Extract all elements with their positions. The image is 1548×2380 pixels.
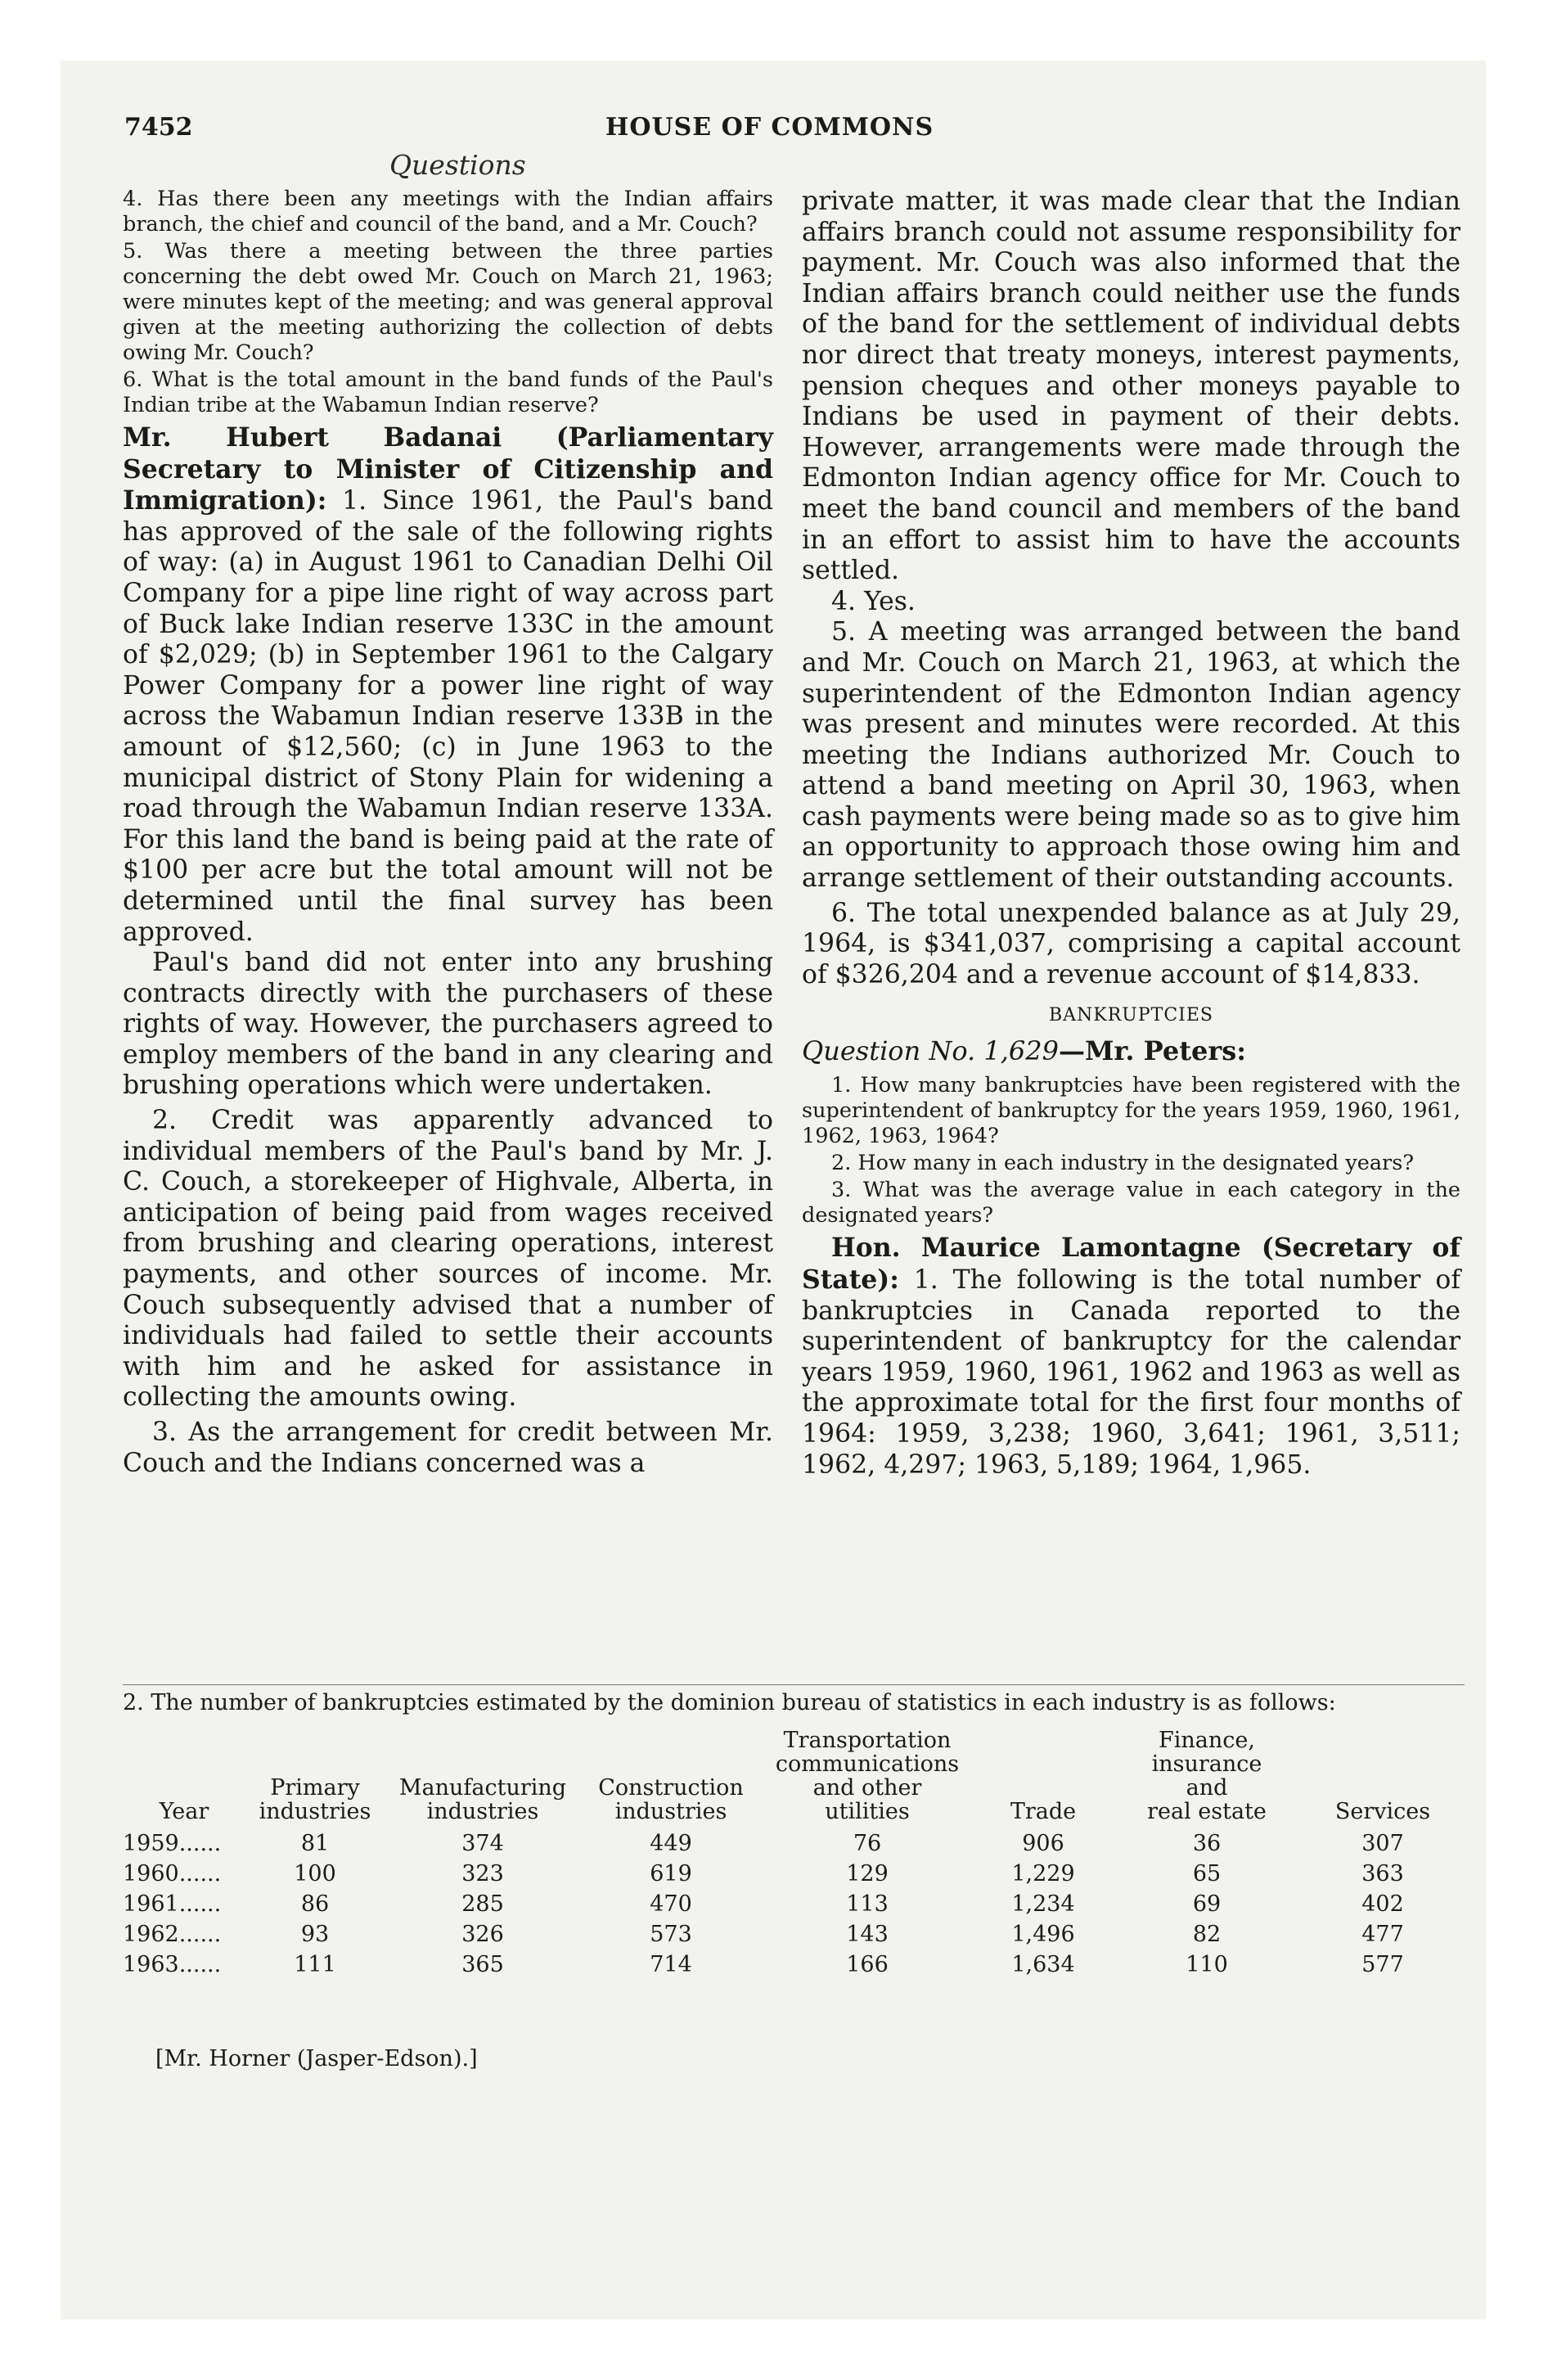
cell-finance: 69 xyxy=(1192,1891,1222,1917)
bankruptcy-question-2: 2. How many in each industry in the designated years? xyxy=(831,1151,1414,1176)
cell-primary: 86 xyxy=(300,1891,330,1917)
cell-finance: 110 xyxy=(1186,1952,1228,1977)
cell-services: 363 xyxy=(1361,1861,1404,1886)
footer-attribution: [Mr. Horner (Jasper-Edson).] xyxy=(155,2046,478,2071)
cell-services: 307 xyxy=(1361,1831,1404,1856)
answer-1-text: 1. Since 1961, the Paul's band has approved of the sale of the following rights of way: (a) in August 1961 to Canadian Delhi Oil Company for a pipe line right of way across part of Buck lake Indian reserve 133C in the amount of $2,029; (b) in September 1961 to the Calgary Power Company for a power line right of way across the Wabamun Indian reserve 133B in the amount of $12,560; (c) in June 1963 to the municipal district of Stony Plain for widening a road through the Wabamun Indian reserve 133A. For this land the band is being paid at the rate of $100 per acre but the total amount will not be determined until the final survey has been approved. xyxy=(123,486,773,947)
col-year: Year xyxy=(159,1799,209,1824)
table-body xyxy=(123,1828,1465,1980)
cell-finance: 82 xyxy=(1192,1922,1222,1947)
cell-trade: 1,496 xyxy=(1011,1922,1075,1947)
table-row xyxy=(123,1950,1465,1980)
answer-1-paragraph xyxy=(123,422,773,948)
cell-manufacturing: 374 xyxy=(461,1831,504,1856)
cell-services: 402 xyxy=(1361,1891,1404,1917)
col-trade: Trade xyxy=(1010,1799,1077,1824)
cell-construction: 714 xyxy=(650,1952,692,1977)
cell-construction: 449 xyxy=(650,1831,692,1856)
cell-trade: 1,229 xyxy=(1011,1861,1075,1886)
cell-construction: 470 xyxy=(650,1891,692,1917)
table-intro: 2. The number of bankruptcies estimated by the dominion bureau of statistics in each industry is as follows: xyxy=(123,1684,1465,1715)
cell-primary: 93 xyxy=(300,1922,330,1947)
question-heading xyxy=(802,1035,1460,1066)
cell-trade: 1,234 xyxy=(1011,1891,1075,1917)
running-head: Questions xyxy=(389,149,526,181)
question-6: 6. What is the total amount in the band funds of the Paul's Indian tribe at the Wabamun Indian reserve? xyxy=(123,367,773,417)
cell-finance: 36 xyxy=(1192,1831,1222,1856)
cell-transportation: 76 xyxy=(853,1831,882,1856)
left-column xyxy=(123,187,773,1479)
bankruptcy-question-1: 1. How many bankruptcies have been registered with the superintendent of bankruptcy for the years 1959, 1960, 1961, 1962, 1963, 1964? xyxy=(802,1073,1460,1149)
bankruptcy-answer-1 xyxy=(802,1233,1460,1481)
section-heading: BANKRUPTCIES xyxy=(1049,1005,1213,1026)
bankruptcy-table xyxy=(123,1724,1465,1980)
table-row xyxy=(123,1828,1465,1859)
brushing-paragraph: Paul's band did not enter into any brushing contracts directly with the purchasers of these rights of way. However, the purchasers agreed to employ members of the band in any clearing and brushing operations which were undertaken. xyxy=(123,948,773,1101)
answer-2: 2. Credit was apparently advanced to individual members of the Paul's band by Mr. J. C. Couch, a storekeeper of Highvale, Alberta, in anticipation of being paid from wages received from brushing and clearing operations, interest payments, and other sources of income. Mr. Couch subsequently advised that a number of individuals had failed to settle their accounts with him and he asked for assistance in collecting the amounts owing. xyxy=(123,1106,773,1413)
cell-year: 1959...... xyxy=(123,1831,222,1856)
col-transportation: Transportation communications and other utilities xyxy=(775,1728,960,1824)
cell-trade: 1,634 xyxy=(1011,1952,1075,1977)
cell-transportation: 113 xyxy=(846,1891,889,1917)
col-finance: Finance, insurance and real estate xyxy=(1147,1728,1267,1824)
cell-transportation: 166 xyxy=(846,1952,889,1977)
cell-trade: 906 xyxy=(1022,1831,1064,1856)
cell-year: 1960...... xyxy=(123,1861,222,1886)
question-5: 5. Was there a meeting between the three parties concerning the debt owed Mr. Couch on March 21, 1963; were minutes kept of the meeting; and was general approval given at the meeting authorizing the collection of debts owing Mr. Couch? xyxy=(123,239,773,365)
cell-year: 1962...... xyxy=(123,1922,222,1947)
answer-4: 4. Yes. xyxy=(831,586,916,616)
speaker-badanai: Mr. Hubert Badanai (Parliamentary Secretary to Minister of Citizenship and Immigration): xyxy=(123,422,773,516)
table-row xyxy=(123,1889,1465,1919)
cell-year: 1961...... xyxy=(123,1891,222,1917)
bankruptcy-answer-1-text: 1. The following is the total number of bankruptcies in Canada reported to the superintendent of bankruptcy for the calendar years 1959, 1960, 1961, 1962 and 1963 as well as the approximate total for the first four months of 1964: 1959, 3,238; 1960, 3,641; 1961, 3,511; 1962, 4,297; 1963, 5,189; 1964, 1,965. xyxy=(802,1265,1460,1480)
cell-services: 577 xyxy=(1361,1952,1404,1977)
bankruptcy-question-3: 3. What was the average value in each category in the designated years? xyxy=(802,1178,1460,1228)
cell-finance: 65 xyxy=(1192,1861,1222,1886)
question-asker: —Mr. Peters: xyxy=(1059,1035,1247,1067)
answer-5: 5. A meeting was arranged between the band and Mr. Couch on March 21, 1963, at which the superintendent of the Edmonton Indian agency was present and minutes were recorded. At this meeting the Indians authorized Mr. Couch to attend a band meeting on April 30, 1963, when cash payments were being made so as to give him an opportunity to approach those owing him and arrange settlement of their outstanding accounts. xyxy=(802,617,1460,894)
cell-manufacturing: 323 xyxy=(461,1861,504,1886)
col-construction: Construction industries xyxy=(598,1775,744,1824)
question-4: 4. Has there been any meetings with the Indian affairs branch, the chief and council of the band, and a Mr. Couch? xyxy=(123,187,773,237)
col-primary: Primary industries xyxy=(259,1775,371,1824)
cell-manufacturing: 285 xyxy=(461,1891,504,1917)
right-column xyxy=(802,187,1460,1481)
cell-transportation: 143 xyxy=(846,1922,889,1947)
page-title: HOUSE OF COMMONS xyxy=(605,113,934,142)
cell-manufacturing: 326 xyxy=(461,1922,504,1947)
cell-primary: 100 xyxy=(294,1861,336,1886)
cell-construction: 573 xyxy=(650,1922,692,1947)
col-manufacturing: Manufacturing industries xyxy=(398,1775,567,1824)
answer-3-start: 3. As the arrangement for credit between Mr. Couch and the Indians concerned was a xyxy=(123,1418,773,1478)
cell-transportation: 129 xyxy=(846,1861,889,1886)
col-services: Services xyxy=(1334,1799,1431,1824)
cell-primary: 81 xyxy=(300,1831,330,1856)
table-row xyxy=(123,1919,1465,1950)
cell-services: 477 xyxy=(1361,1922,1404,1947)
question-number: Question No. 1,629 xyxy=(802,1035,1059,1067)
cell-year: 1963...... xyxy=(123,1952,222,1977)
table-header-row xyxy=(123,1724,1465,1828)
table-row xyxy=(123,1859,1465,1889)
answer-6: 6. The total unexpended balance as at July 29, 1964, is $341,037, comprising a capital account of $326,204 and a revenue account of $14,833. xyxy=(802,898,1460,989)
answer-3-continued: private matter, it was made clear that the Indian affairs branch could not assume responsibility for payment. Mr. Couch was also informed that the Indian affairs branch could neither use the funds of the band for the settlement of individual debts nor direct that treaty moneys, interest payments, pension cheques and other moneys payable to Indians be used in payment of their debts. However, arrangements were made through the Edmonton Indian agency office for Mr. Couch to meet the band council and members of the band in an effort to assist him to have the accounts settled. xyxy=(802,187,1460,586)
speaker-lamontagne: Hon. Maurice Lamontagne (Secretary of State): xyxy=(802,1233,1460,1296)
cell-primary: 111 xyxy=(294,1952,336,1977)
page-number: 7452 xyxy=(124,113,193,142)
cell-construction: 619 xyxy=(650,1861,692,1886)
cell-manufacturing: 365 xyxy=(461,1952,504,1977)
